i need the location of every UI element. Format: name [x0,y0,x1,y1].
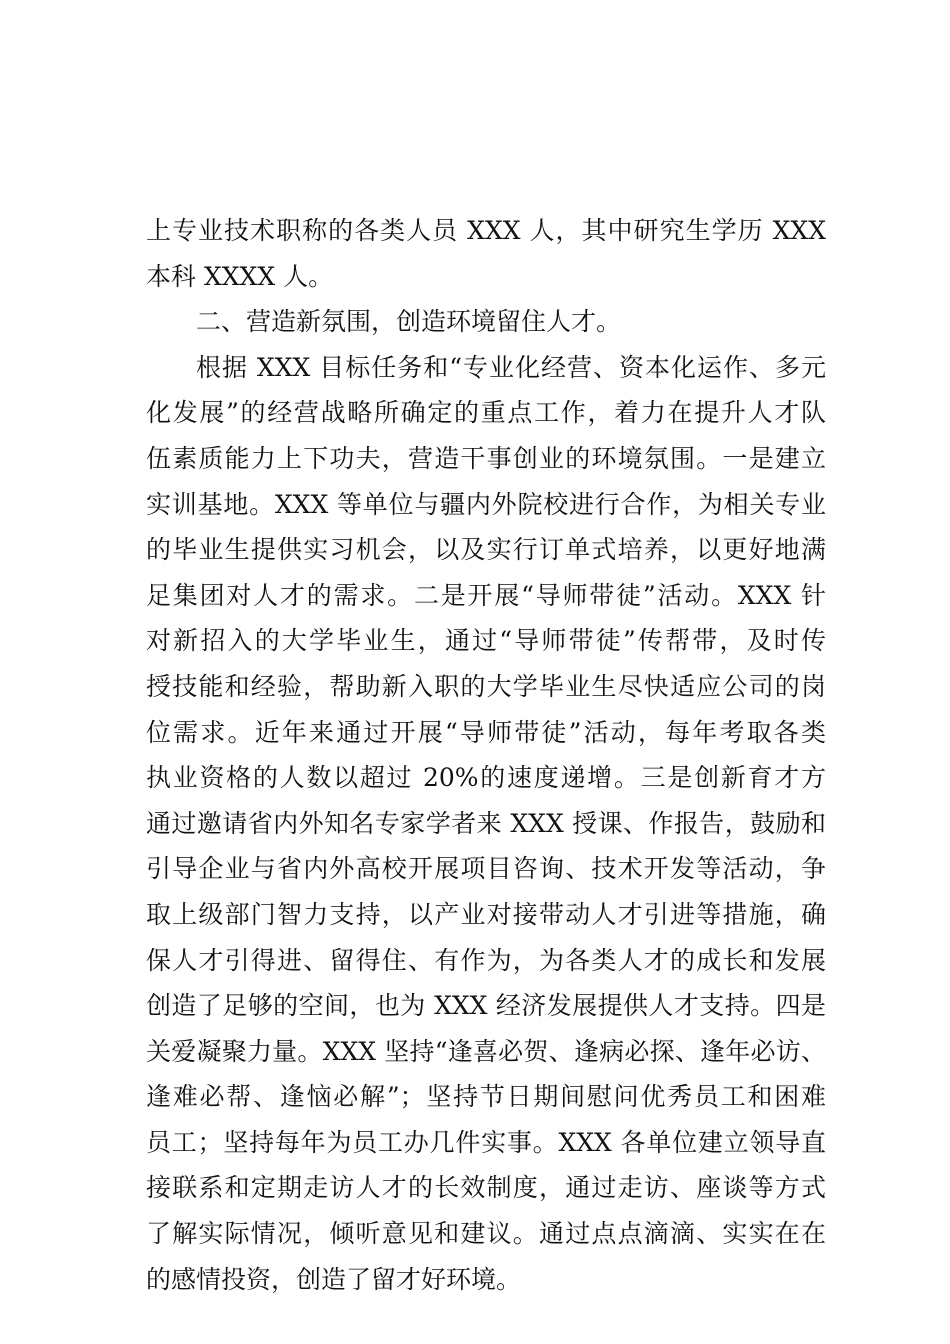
document-line: 引导企业与省内外高校开展项目咨询、技术开发等活动，争 [146,854,826,884]
document-line: 对新招入的大学毕业生，通过“导师带徒”传帮带，及时传 [146,626,826,656]
document-line: 通过邀请省内外知名专家学者来 XXX 授课、作报告，鼓励和 [146,808,826,838]
document-line: 关爱凝聚力量。XXX 坚持“逢喜必贺、逢病必探、逢年必访、 [146,1036,826,1066]
document-line: 逢难必帮、逢恼必解”；坚持节日期间慰问优秀员工和困难 [146,1082,826,1112]
document-line: 的毕业生提供实习机会，以及实行订单式培养，以更好地满 [146,535,826,565]
document-line: 创造了足够的空间，也为 XXX 经济发展提供人才支持。四是 [146,991,826,1021]
document-line: 授技能和经验，帮助新入职的大学毕业生尽快适应公司的岗 [146,671,826,701]
document-line: 的感情投资，创造了留才好环境。 [146,1264,522,1294]
document-line: 实训基地。XXX 等单位与疆内外院校进行合作，为相关专业 [146,489,826,519]
document-line: 执业资格的人数以超过 20%的速度递增。三是创新育才方 [146,763,826,793]
document-line: 员工；坚持每年为员工办几件实事。XXX 各单位建立领导直 [146,1127,826,1157]
document-body [146,208,826,1302]
document-line: 本科 XXXX 人。 [146,261,334,291]
document-line: 根据 XXX 目标任务和“专业化经营、资本化运作、多元 [196,352,826,382]
document-line: 保人才引得进、留得住、有作为，为各类人才的成长和发展 [146,945,826,975]
document-line: 二、营造新氛围，创造环境留住人才。 [196,307,622,337]
document-line: 了解实际情况，倾听意见和建议。通过点点滴滴、实实在在 [146,1219,826,1249]
document-line: 取上级部门智力支持，以产业对接带动人才引进等措施，确 [146,899,826,929]
document-line: 足集团对人才的需求。二是开展“导师带徒”活动。XXX 针 [146,580,826,610]
document-line: 化发展”的经营战略所确定的重点工作，着力在提升人才队 [146,398,826,428]
document-line: 伍素质能力上下功夫，营造干事创业的环境氛围。一是建立 [146,443,826,473]
document-line: 位需求。近年来通过开展“导师带徒”活动，每年考取各类 [146,717,826,747]
document-line: 接联系和定期走访人才的长效制度，通过走访、座谈等方式 [146,1173,826,1203]
document-line: 上专业技术职称的各类人员 XXX 人，其中研究生学历 XXX [146,216,826,245]
